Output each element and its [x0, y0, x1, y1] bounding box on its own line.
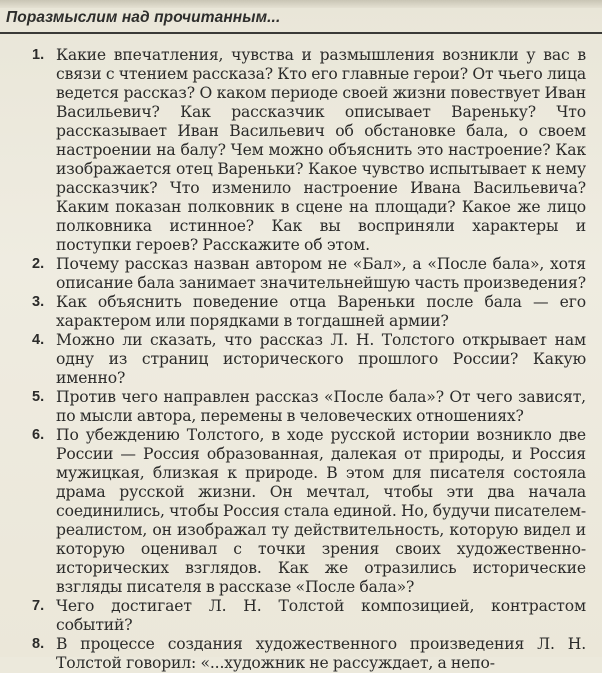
- question-number: 7.: [32, 598, 45, 614]
- question-number: 1.: [32, 47, 45, 63]
- question-number: 8.: [32, 636, 45, 652]
- section-title: Поразмыслим над прочитанным...: [6, 9, 281, 26]
- question-item-5: [0, 388, 602, 426]
- question-text: Почему рассказ назван автором не «Бал», а «После бала», хотя описание бала занимает значительнейшую часть произведения?: [56, 255, 586, 292]
- question-number: 2.: [32, 256, 45, 272]
- question-item-1: [0, 46, 602, 255]
- question-number: 4.: [32, 332, 45, 348]
- question-item-4: [0, 331, 602, 388]
- question-text: В процессе создания художественного произведения Л. Н. Толстой говорил: «...художник не рассуждает, а непо-: [56, 635, 586, 672]
- questions-list: [0, 46, 602, 673]
- question-item-8: [0, 635, 602, 673]
- page-top-edge: [0, 0, 602, 8]
- question-number: 6.: [32, 427, 45, 443]
- question-text: Против чего направлен рассказ «После бала»? От чего зависят, по мысли автора, перемены в человеческих отношениях?: [56, 388, 586, 425]
- title-divider: [0, 32, 602, 34]
- question-text: Как объяснить поведение отца Вареньки после бала — его характером или порядками в тогдашней армии?: [56, 293, 586, 330]
- question-text: Можно ли сказать, что рассказ Л. Н. Толстого открывает нам одну из страниц исторического прошлого России? Какую именно?: [56, 331, 586, 387]
- question-item-7: [0, 597, 602, 635]
- question-number: 5.: [32, 389, 45, 405]
- question-text: Чего достигает Л. Н. Толстой композицией, контрастом событий?: [56, 597, 586, 634]
- question-item-3: [0, 293, 602, 331]
- question-item-6: [0, 426, 602, 597]
- question-item-2: [0, 255, 602, 293]
- question-text: По убеждению Толстого, в ходе русской истории возникло две России — Россия образованная, далекая от природы, и Россия мужицкая, близкая к природе. В этом для писателя состояла драма русской жизни. Он мечтал, чтобы эти два начала соединились, чтобы Россия стала единой. Но, будучи писателем-реалистом, он изображал ту действительность, которую видел и которую оценивал с точки зрения своих художественно-исторических взглядов. Как же отразились исторические взгляды писателя в рассказе «После бала»?: [56, 426, 586, 596]
- question-number: 3.: [32, 294, 45, 310]
- question-text: Какие впечатления, чувства и размышления возникли у вас в связи с чтением рассказа? Кто его главные герои? От чьего лица ведется рассказ? О каком периоде своей жизни повествует Иван Васильевич? Как рассказчик описывает Вареньку? Что рассказывает Иван Васильевич об обстановке бала, о своем настроении на балу? Чем можно объяснить это настроение? Как изображается отец Вареньки? Какое чувство испытывает к нему рассказчик? Что изменило настроение Ивана Васильевича? Каким показан полковник в сцене на площади? Какое же лицо полковника истинное? Как вы восприняли характеры и поступки героев? Расскажите об этом.: [56, 46, 586, 254]
